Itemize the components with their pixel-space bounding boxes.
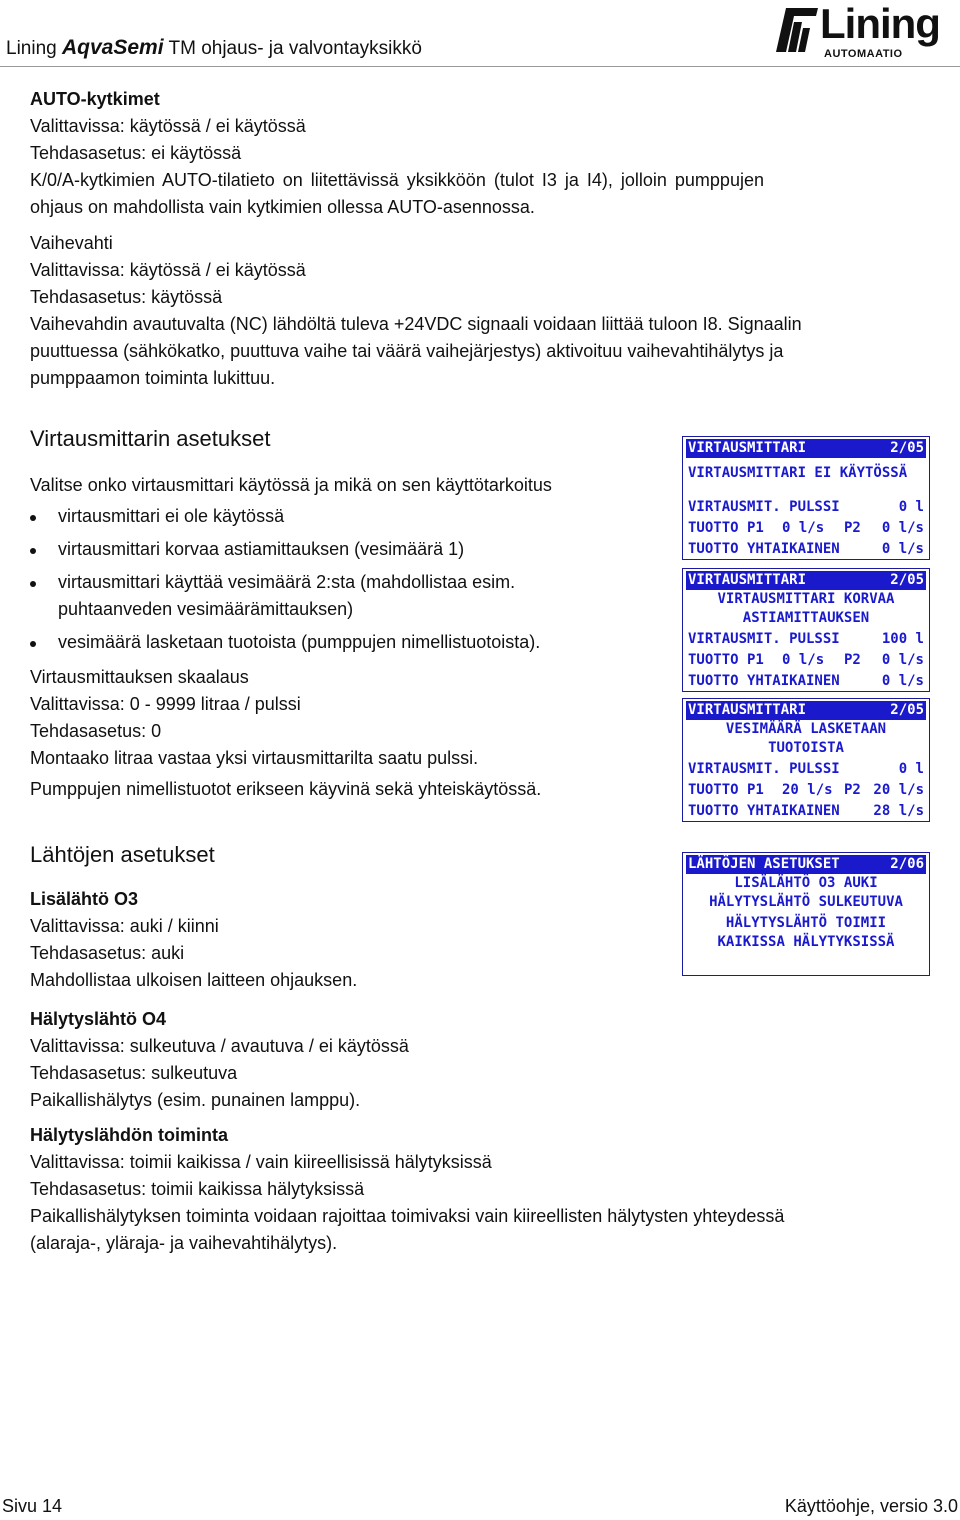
scaling-options: Valittavissa: 0 - 9999 litraa / pulssi: [30, 694, 301, 714]
lcd-screen-outputs: [682, 852, 930, 976]
lcd-total-row: [686, 540, 926, 559]
lcd-title: VIRTAUSMITTARI: [688, 572, 807, 588]
lcd-pulse-value: 0 l: [898, 761, 924, 777]
lcd-page: 2/05: [890, 440, 924, 456]
lcd-page: 2/05: [890, 572, 924, 588]
flow-scaling: [30, 664, 541, 803]
lcd-message-text: VIRTAUSMITTARI EI KÄYTÖSSÄ: [688, 465, 908, 481]
lcd-title: VIRTAUSMITTARI: [688, 702, 807, 718]
lcd-total-value: 0 l/s: [881, 673, 924, 689]
o3-desc: Mahdollistaa ulkoisen laitteen ohjauksen.: [30, 970, 358, 990]
lcd-pulse-label: VIRTAUSMIT. PULSSI: [688, 499, 840, 515]
lcd-screen-flow-off: [682, 436, 930, 560]
lcd-pulse-label: VIRTAUSMIT. PULSSI: [688, 631, 840, 647]
document-version: Käyttöohje, versio 3.0: [784, 1496, 958, 1516]
rated-output-desc: Pumppujen nimellistuotot erikseen käyvinä sekä yhteiskäytössä.: [30, 779, 542, 799]
flow-meter-heading: Virtausmittarin asetukset: [30, 426, 271, 451]
o3-default: Tehdasasetus: auki: [30, 943, 185, 963]
alarm-op-desc-2: (alaraja-, yläraja- ja vaihevahtihälytys).: [30, 1233, 338, 1253]
list-item-text-cont: puhtaanveden vesimäärämittauksen): [58, 599, 354, 619]
lcd-message: [686, 464, 926, 483]
header-suffix: ohjaus- ja valvontayksikkö: [201, 38, 422, 59]
lcd-total-value: 28 l/s: [873, 803, 924, 819]
list-item-text: vesimäärä lasketaan tuotoista (pumppujen nimellistuotoista).: [58, 632, 541, 652]
header-title: [6, 36, 422, 60]
lcd-title-row: [686, 439, 926, 458]
logo-mark-icon: [772, 6, 822, 54]
alarm-op-desc-1: Paikallishälytyksen toiminta voidaan rajoittaa toimivaksi vain kiireellisten hälytysten yhteydessä: [30, 1206, 785, 1226]
lcd-p1-label: TUOTTO P1: [688, 652, 764, 668]
lcd-p2-label: P2: [844, 652, 861, 668]
o4-options: Valittavissa: sulkeutuva / avautuva / ei käytössä: [30, 1036, 409, 1056]
lcd-output-row: [686, 651, 926, 670]
lcd-p2-value: 0 l/s: [881, 520, 924, 536]
flow-intro-text: Valitse onko virtausmittari käytössä ja mikä on sen käyttötarkoitus: [30, 475, 552, 495]
logo-word: Lining: [820, 0, 940, 47]
lcd-p2-label: P2: [844, 782, 861, 798]
header-brand: AqvaSemi: [62, 36, 164, 59]
lcd-pulse-row: [686, 630, 926, 649]
o3-title: Lisälähtö O3: [30, 889, 139, 909]
o4-desc: Paikallishälytys (esim. punainen lamppu).: [30, 1090, 361, 1110]
lcd-pulse-row: [686, 760, 926, 779]
lcd-alarm-mode-1: HÄLYTYSLÄHTÖ TOIMII: [725, 915, 887, 931]
lcd-screen-flow-calculated: [682, 698, 930, 822]
alarm-output-operation-section: [30, 1122, 784, 1257]
lcd-p1-label: TUOTTO P1: [688, 520, 764, 536]
phase-desc-2: puuttuessa (sähkökatko, puuttuva vaihe tai väärä vaihejärjestys) aktivoituu vaihevahtihälytys ja: [30, 341, 784, 361]
lcd-title-row: [686, 571, 926, 590]
lcd-page: 2/05: [890, 702, 924, 718]
list-item-text: virtausmittari ei ole käytössä: [58, 506, 285, 526]
logo-subtitle: AUTOMAATIO: [824, 48, 903, 60]
outputs-heading: Lähtöjen asetukset: [30, 842, 215, 867]
flow-intro: [30, 472, 552, 499]
bullet-icon: [30, 581, 36, 587]
lcd-alarm-mode-2: KAIKISSA HÄLYTYKSISSÄ: [717, 934, 895, 950]
lcd-p1-label: TUOTTO P1: [688, 782, 764, 798]
auto-desc-1: K/0/A-kytkimien AUTO-tilatieto on liitettävissä yksikköön (tulot I3 ja I4), jolloin pumppujen: [30, 170, 764, 190]
header-prefix: Lining: [6, 38, 57, 59]
lcd-title-row: [686, 855, 926, 874]
lcd-pulse-value: 100 l: [881, 631, 924, 647]
lcd-p1-value: 20 l/s: [782, 782, 833, 798]
lcd-total-label: TUOTTO YHTAIKAINEN: [688, 541, 840, 557]
phase-default: Tehdasasetus: käytössä: [30, 287, 223, 307]
lcd-output-row: [686, 519, 926, 538]
alarm-op-default: Tehdasasetus: toimii kaikissa hälytyksissä: [30, 1179, 365, 1199]
lcd-total-row: [686, 802, 926, 821]
lcd-title: LÄHTÖJEN ASETUKSET: [688, 856, 840, 872]
phase-guard-title: Vaihevahti: [30, 233, 113, 253]
lcd-message: VESIMÄÄRÄ LASKETAAN: [725, 721, 887, 737]
list-item-text: virtausmittari korvaa astiamittauksen (vesimäärä 1): [58, 539, 465, 559]
auto-switch-title: AUTO-kytkimet: [30, 89, 160, 109]
lcd-output-o3: LISÄLÄHTÖ O3 AUKI: [734, 875, 878, 891]
lcd-p2-value: 20 l/s: [873, 782, 924, 798]
phase-guard-section: [30, 230, 802, 392]
header-rule: [0, 66, 960, 67]
auto-default: Tehdasasetus: ei käytössä: [30, 143, 242, 163]
lcd-message-2: TUOTOISTA: [768, 740, 844, 756]
lcd-message-2: ASTIAMITTAUKSEN: [742, 610, 870, 626]
o4-default: Tehdasasetus: sulkeutuva: [30, 1063, 238, 1083]
lcd-total-row: [686, 672, 926, 691]
alarm-op-title: Hälytyslähdön toiminta: [30, 1125, 229, 1145]
lcd-pulse-label: VIRTAUSMIT. PULSSI: [688, 761, 840, 777]
lcd-page: 2/06: [890, 856, 924, 872]
auto-options: Valittavissa: käytössä / ei käytössä: [30, 116, 306, 136]
bullet-icon: [30, 548, 36, 554]
lcd-output-o4: HÄLYTYSLÄHTÖ SULKEUTUVA: [709, 894, 903, 910]
o3-options: Valittavissa: auki / kiinni: [30, 916, 219, 936]
lcd-total-label: TUOTTO YHTAIKAINEN: [688, 673, 840, 689]
lcd-total-value: 0 l/s: [881, 541, 924, 557]
auto-desc-2: ohjaus on mahdollista vain kytkimien ollessa AUTO-asennossa.: [30, 197, 535, 217]
lcd-message: VIRTAUSMITTARI KORVAA: [717, 591, 895, 607]
lcd-pulse-row: [686, 498, 926, 517]
lcd-screen-flow-replaces: [682, 568, 930, 692]
header-tm: TM: [168, 38, 196, 59]
o4-title: Hälytyslähtö O4: [30, 1009, 167, 1029]
scaling-title: Virtausmittauksen skaalaus: [30, 667, 249, 687]
phase-options: Valittavissa: käytössä / ei käytössä: [30, 260, 306, 280]
bullet-icon: [30, 641, 36, 647]
lcd-p2-label: P2: [844, 520, 861, 536]
lcd-output-row: [686, 781, 926, 800]
output-o4-section: [30, 1006, 409, 1114]
lcd-p2-value: 0 l/s: [881, 652, 924, 668]
list-item-text: virtausmittari käyttää vesimäärä 2:sta (mahdollistaa esim.: [58, 572, 516, 592]
output-o3-section: [30, 886, 357, 994]
lcd-pulse-value: 0 l: [898, 499, 924, 515]
bullet-icon: [30, 515, 36, 521]
scaling-desc: Montaako litraa vastaa yksi virtausmittarilta saatu pulssi.: [30, 748, 479, 768]
lcd-title-row: [686, 701, 926, 720]
lcd-total-label: TUOTTO YHTAIKAINEN: [688, 803, 840, 819]
scaling-default: Tehdasasetus: 0: [30, 721, 162, 741]
lcd-p1-value: 0 l/s: [782, 520, 825, 536]
lcd-p1-value: 0 l/s: [782, 652, 825, 668]
lining-logo: [772, 0, 958, 62]
phase-desc-1: Vaihevahdin avautuvalta (NC) lähdöltä tuleva +24VDC signaali voidaan liittää tuloon I8. Signaalin: [30, 314, 802, 334]
auto-switch-section: [30, 86, 764, 221]
lcd-title: VIRTAUSMITTARI: [688, 440, 807, 456]
phase-desc-3: pumppaamon toiminta lukittuu.: [30, 368, 276, 388]
alarm-op-options: Valittavissa: toimii kaikissa / vain kiireellisissä hälytyksissä: [30, 1152, 492, 1172]
page-number: Sivu 14: [2, 1496, 63, 1516]
